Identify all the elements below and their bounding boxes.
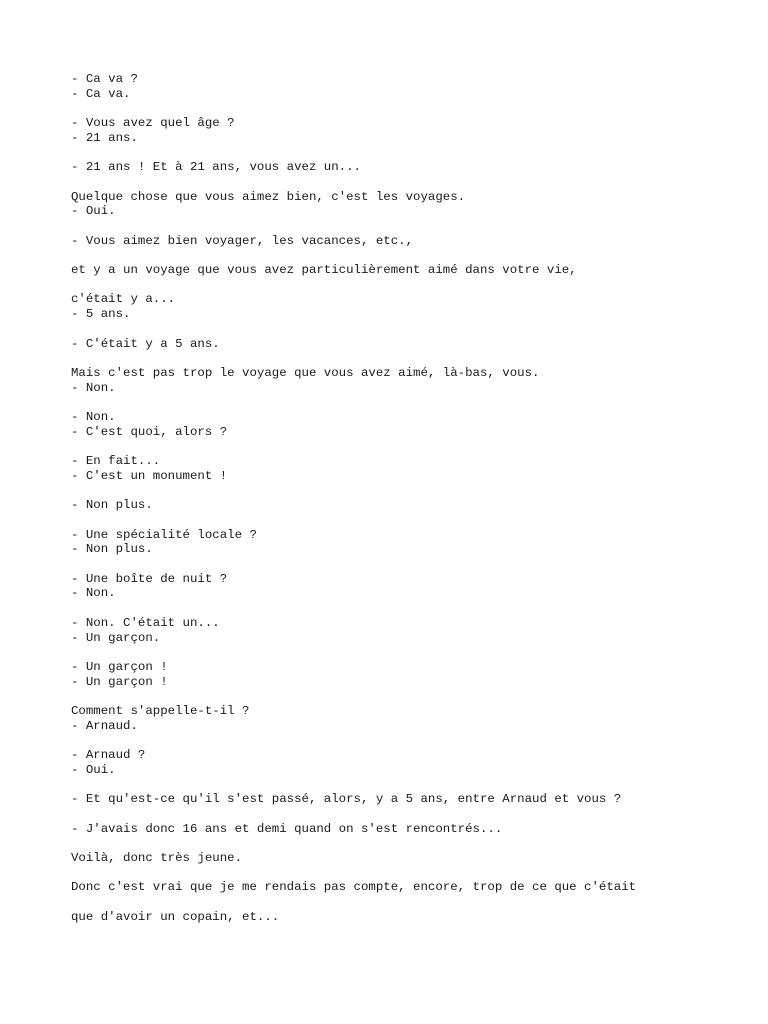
dialogue-line: - Oui.	[71, 762, 116, 777]
dialogue-line: - Une spécialité locale ?	[71, 527, 257, 542]
dialogue-block	[71, 616, 751, 645]
dialogue-block	[71, 851, 751, 866]
dialogue-line: - Un garçon !	[71, 659, 168, 674]
dialogue-line: Quelque chose que vous aimez bien, c'est les voyages.	[71, 189, 466, 204]
dialogue-line: - En fait...	[71, 454, 161, 469]
dialogue-line: - 21 ans.	[71, 130, 138, 145]
dialogue-line: - C'est quoi, alors ?	[71, 424, 228, 439]
dialogue-block	[71, 72, 751, 101]
dialogue-line: - Non plus.	[71, 498, 153, 513]
dialogue-line: - Non. C'était un...	[71, 615, 220, 630]
dialogue-line: et y a un voyage que vous avez particulièrement aimé dans votre vie,	[71, 263, 577, 278]
dialogue-block	[71, 572, 751, 601]
dialogue-line: - 21 ans ! Et à 21 ans, vous avez un...	[71, 160, 361, 175]
dialogue-line: - Vous avez quel âge ?	[71, 116, 235, 131]
dialogue-block	[71, 748, 751, 777]
dialogue-block	[71, 292, 751, 321]
dialogue-block	[71, 910, 751, 925]
dialogue-block	[71, 366, 751, 395]
dialogue-line: Donc c'est vrai que je me rendais pas compte, encore, trop de ce que c'était	[71, 880, 637, 895]
dialogue-line: - Une boîte de nuit ?	[71, 571, 228, 586]
dialogue-block	[71, 190, 751, 219]
dialogue-line: - Arnaud.	[71, 718, 138, 733]
dialogue-line: que d'avoir un copain, et...	[71, 909, 280, 924]
dialogue-line: Comment s'appelle-t-il ?	[71, 703, 250, 718]
dialogue-block	[71, 528, 751, 557]
dialogue-line: - Ca va ?	[71, 72, 138, 86]
dialogue-line: - J'avais donc 16 ans et demi quand on s'est rencontrés...	[71, 821, 503, 836]
dialogue-block	[71, 116, 751, 145]
dialogue-block	[71, 880, 751, 895]
dialogue-line: - 5 ans.	[71, 307, 131, 322]
dialogue-block	[71, 234, 751, 249]
dialogue-line: - Vous aimez bien voyager, les vacances, etc.,	[71, 233, 414, 248]
dialogue-line: - Ca va.	[71, 86, 131, 101]
dialogue-line: - Non.	[71, 380, 116, 395]
dialogue-block	[71, 822, 751, 837]
dialogue-line: - Non plus.	[71, 542, 153, 557]
dialogue-block	[71, 660, 751, 689]
dialogue-line: - Un garçon !	[71, 674, 168, 689]
dialogue-line: - C'est un monument !	[71, 468, 228, 483]
dialogue-block	[71, 263, 751, 278]
dialogue-block	[71, 410, 751, 439]
dialogue-line: Voilà, donc très jeune.	[71, 850, 243, 865]
dialogue-line: - Non.	[71, 410, 116, 425]
dialogue-line: Mais c'est pas trop le voyage que vous avez aimé, là-bas, vous.	[71, 365, 540, 380]
dialogue-line: - Un garçon.	[71, 630, 161, 645]
dialogue-line: - Non.	[71, 586, 116, 601]
dialogue-line: - Et qu'est-ce qu'il s'est passé, alors, y a 5 ans, entre Arnaud et vous ?	[71, 792, 622, 807]
dialogue-line: - Oui.	[71, 204, 116, 219]
dialogue-block	[71, 160, 751, 175]
dialogue-line: - C'était y a 5 ans.	[71, 336, 220, 351]
transcript-page	[71, 72, 751, 939]
dialogue-block	[71, 792, 751, 807]
dialogue-block	[71, 454, 751, 483]
dialogue-block	[71, 498, 751, 513]
dialogue-line: c'était y a...	[71, 292, 176, 307]
dialogue-block	[71, 704, 751, 733]
dialogue-block	[71, 337, 751, 352]
dialogue-line: - Arnaud ?	[71, 748, 146, 763]
